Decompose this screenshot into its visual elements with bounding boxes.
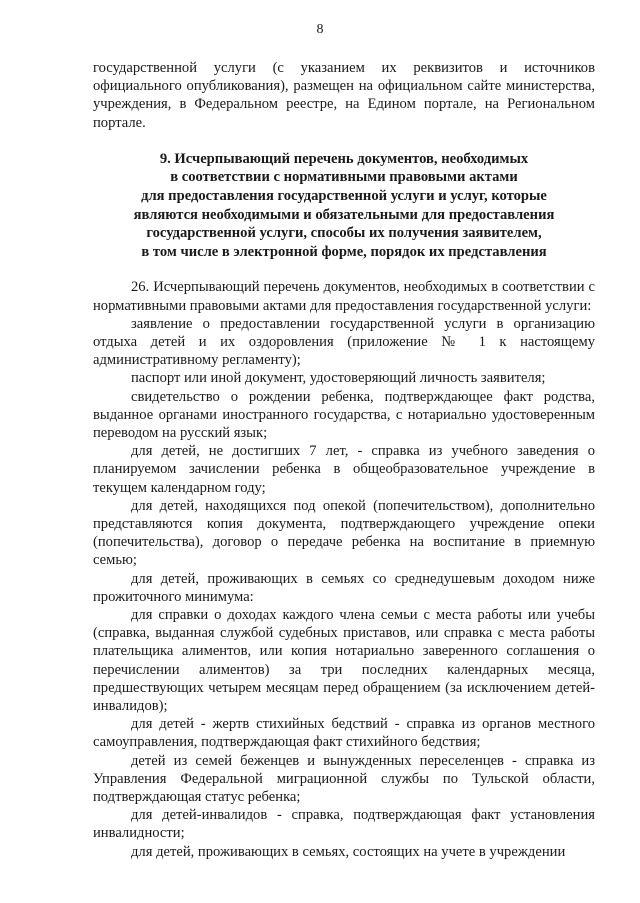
section-heading-line: для предоставления государственной услуги и услуг, которые <box>141 188 547 204</box>
document-body <box>93 59 595 861</box>
list-item-birth-certificate: свидетельство о рождении ребенка, подтверждающее факт родства, выданное органами иностранного государства, с нотариально удостоверенным переводом на русский язык; <box>93 388 595 441</box>
intro-paragraph: государственной услуги (с указанием их реквизитов и источников официального опубликования), размещен на официальном сайте министерства, учреждения, в Федеральном реестре, на Едином портале, на Региональном портале. <box>93 60 595 131</box>
paragraph-26-intro: 26. Исчерпывающий перечень документов, необходимых в соответствии с нормативными правовыми актами для предоставления государственной услуги: <box>93 279 595 314</box>
section-heading <box>93 150 595 262</box>
list-item-natural-disaster: для детей - жертв стихийных бедствий - справка из органов местного самоуправления, подтверждающая факт стихийного бедствия; <box>93 716 595 751</box>
list-item-under-7: для детей, не достигших 7 лет, - справка из учебного заведения о планируемом зачислении ребенка в общеобразовательное учреждение в текущем календарном году; <box>93 443 595 496</box>
list-item-refugees: детей из семей беженцев и вынужденных переселенцев - справка из Управления Федеральной миграционной службы по Тульской области, подтверждающая статус ребенка; <box>93 752 595 806</box>
list-item-application: заявление о предоставлении государственной услуги в организацию отдыха детей и их оздоровления (приложение № 1 к настоящему административному регламенту); <box>93 315 595 369</box>
list-item-disabled-children: для детей-инвалидов - справка, подтверждающая факт установления инвалидности; <box>93 807 595 842</box>
list-item-passport: паспорт или иной документ, удостоверяющий личность заявителя; <box>131 370 546 387</box>
section-heading-line: в том числе в электронной форме, порядок их представления <box>141 243 547 260</box>
section-heading-line: 9. Исчерпывающий перечень документов, необходимых <box>159 150 529 167</box>
page-number: 8 <box>316 22 324 37</box>
list-item-guardianship: для детей, находящихся под опекой (попечительством), дополнительно представляются копия документа, подтверждающего учреждение опеки (попечительства), договор о передаче ребенка на воспитание в приемную семью; <box>93 497 595 569</box>
section-heading-line: государственной услуги, способы их получения заявителем, <box>146 225 542 242</box>
list-item-low-income: для детей, проживающих в семьях со среднедушевым доходом ниже прожиточного минимума: <box>93 570 595 605</box>
section-heading-line: являются необходимыми и обязательными для предоставления <box>133 206 555 223</box>
section-heading-line: в соответствии с нормативными правовыми актами <box>170 169 518 186</box>
list-item-income-certificate: для справки о доходах каждого члена семьи с места работы или учебы (справка, выданная службой судебных приставов, или справка с места работы плательщика алиментов, или копия нотариально заверенного соглашения о перечислении алиментов) за три последних календарных месяца, предшествующих четырем месяцам перед обращением (за исключением детей-инвалидов); <box>93 607 595 715</box>
list-item-registered-families: для детей, проживающих в семьях, состоящих на учете в учреждении <box>131 843 566 860</box>
